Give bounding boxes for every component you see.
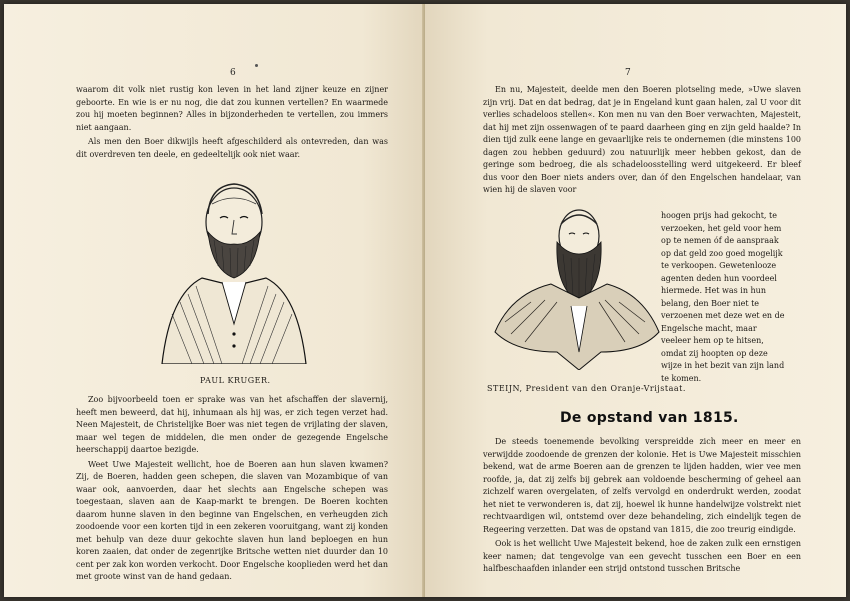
paragraph: En nu, Majesteit, deelde men den Boeren plotseling mede, »Uwe slaven zijn vrij. Dat en dat bedrag, dat je in Engeland kunt gaan halen, zal U voor dit verlies schadeloos stellen«. Kon men nu van den Boer verwachten, Majesteit, dat hij met zijn ossenwagen of te paard daarheen ging en zijn geld haalde? In dien tijd zulk eene lange en gevaarlijke reis te ondernemen (die minstens 100 dagen zou hebben geduurd) zou natuurlijk meer hebben gekost, dan de geringe som bedroeg, die als schadeloosstelling werd uitgekeerd. Er bleef dus voor den Boer niets anders over, dan óf den Engelschen handelaar, van wien hij de slaven voor xyxy=(483,85,801,194)
portrait-caption-steijn: STEIJN, President van den Oranje-Vrijstaat. xyxy=(487,384,686,393)
paragraph: Weet Uwe Majesteit wellicht, hoe de Boeren aan hun slaven kwamen? Zij, de Boeren, hadden geen schepen, die slaven van Mozambique of van waar ook, aanvoerden, daar het slechts aan Engelsche schepen was toegestaan, slaven aan de Kaap-markt te brengen. De Boeren kochten daarom hunne slaven in den beginne van Engelschen, en verheugden zich zoodoende voor een korten tijd in een zekeren vooruitgang, want zij konden met behulp van deze duur gekochte slaven hun land beploegen en hun koren zaaien, dat onder de zegenrijke Britsche wetten niet duurder dan 10 cent per zak kon worden verkocht. Door Engelsche kooplieden werd het dan met groote winst van de hand gedaan. xyxy=(76,459,388,581)
left-page xyxy=(4,4,425,597)
paragraph: De steeds toenemende bevolking verspreidde zich meer en meer en verwijdde zoodoende de grenzen der kolonie. Het is Uwe Majesteit misschien bekend, wat de arme Boeren aan de grenzen te lijden hadden, wier vee men roofde, ja, dat zij zelfs bij gebrek aan voldoende bescherming of geheel aan zichzelf waren overgelaten, of zelfs vervolgd en onderdrukt werden, zoodat het niet te verwonderen is, dat zij, hoewel ik hunne handelwijze volstrekt niet rechtvaardigen wil, ontstemd over deze behandeling, zich eindelijk tegen de Regeering verzetten. Dat was de opstand van 1815, die zoo treurig eindigde. xyxy=(483,437,801,534)
paragraph: Zoo bijvoorbeeld toen er sprake was van het afschaffen der slavernij, heeft men beweerd, dat hij, inhumaan als hij was, er zich tegen verzet had. Neen Majesteit, de Christelijke Boer was niet tegen de vrijlating der slaven, maar wel tegen de middelen, die men onder de gezegende Engelsche heerschappij daartoe bezigde. xyxy=(76,395,388,454)
paragraph: hoogen prijs had gekocht, te verzoeken, het geld voor hem op te nemen óf de aanspraak op dat geld zoo goed mogelijk te verkoopen. Gewetenlooze agenten deden hun voordeel hiermede. Het was in hun belang, den Boer niet te verzoenen met deze wet en de Engelsche macht, maar veeleer hem op te hitsen, omdat zij hoopten op deze wijze in het bezit van zijn land te komen. xyxy=(661,211,785,383)
page-number-left: 6 xyxy=(230,68,236,78)
book-spread xyxy=(4,4,846,597)
section-heading: De opstand van 1815. xyxy=(560,410,739,426)
right-side-text xyxy=(661,210,785,387)
paragraph: Als men den Boer dikwijls heeft afgeschilderd als ontevreden, dan was dit overdreven ten deele, en gedeeltelijk ook niet waar. xyxy=(76,137,388,159)
right-page xyxy=(425,4,846,597)
paul-kruger-portrait xyxy=(152,174,312,364)
right-bottom-text xyxy=(483,436,801,578)
paragraph: waarom dit volk niet rustig kon leven in het land zijner keuze en zijner geboorte. En wie is er nu nog, die dat zou kunnen vertellen? En waarmede zou hij moeten beginnen? Alles in bijzonderheden te vertellen, zou immers niet aangaan. xyxy=(76,85,388,132)
right-top-text xyxy=(483,84,801,199)
page-number-right: 7 xyxy=(625,68,631,78)
steijn-portrait xyxy=(491,202,661,370)
left-bottom-text xyxy=(76,394,388,586)
paragraph: Ook is het wellicht Uwe Majesteit bekend, hoe de zaken zulk een ernstigen keer namen; dat tengevolge van een gevecht tusschen een Boer en een halfbeschaafden inlander een strijd ontstond tusschen Britsche xyxy=(483,539,801,573)
portrait-caption-kruger: PAUL KRUGER. xyxy=(200,376,271,385)
left-top-text xyxy=(76,84,388,163)
page-mark-dot xyxy=(255,64,258,67)
